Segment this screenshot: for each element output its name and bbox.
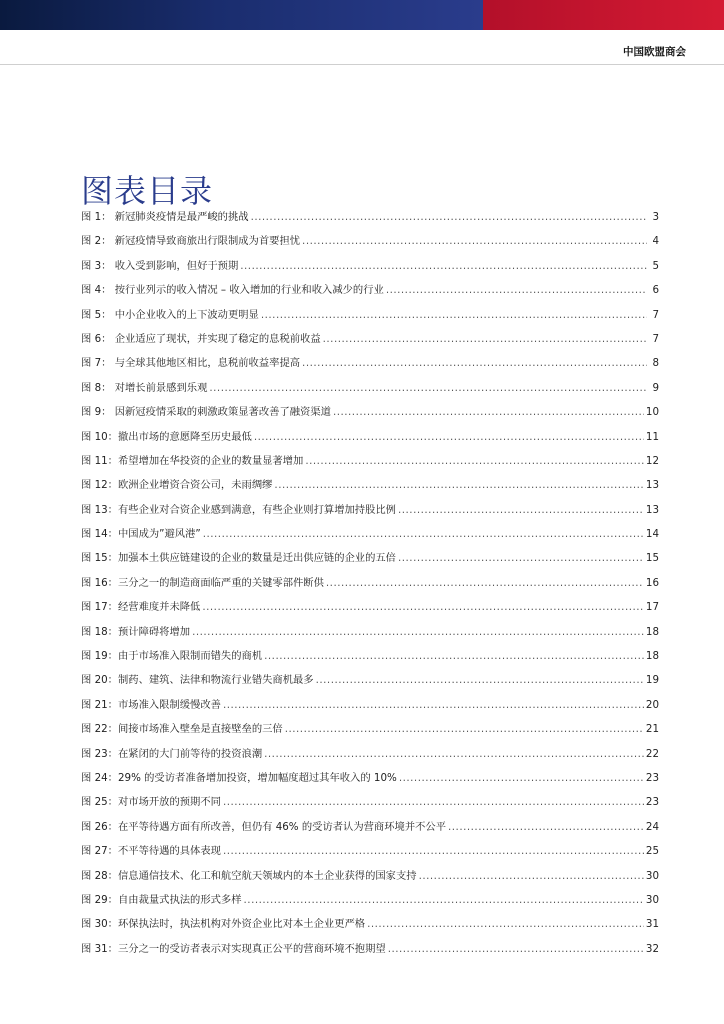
toc-entry-page-number[interactable]: 25: [645, 845, 659, 858]
toc-entry-page-number[interactable]: 13: [645, 479, 659, 492]
toc-entry-label[interactable]: 图 15：加强本土供应链建设的企业的数量是迁出供应链的企业的五倍: [81, 552, 396, 565]
toc-entry[interactable]: [81, 501, 659, 525]
brand-name: 中国欧盟商会: [623, 46, 686, 58]
toc-entry-page-number[interactable]: 30: [645, 869, 659, 882]
toc-entry-label[interactable]: 图 17：经营难度并未降低: [81, 601, 201, 614]
toc-entry[interactable]: [81, 354, 659, 378]
toc-entry[interactable]: [81, 525, 659, 549]
toc-entry-label[interactable]: 图 5： 中小企业收入的上下波动更明显: [81, 308, 259, 321]
toc-dot-leader: [251, 208, 647, 226]
toc-entry[interactable]: [81, 574, 659, 598]
toc-entry[interactable]: [81, 428, 659, 452]
toc-entry[interactable]: [81, 745, 659, 769]
toc-entry-label[interactable]: 图 4： 按行业列示的收入情况 – 收入增加的行业和收入减少的行业: [81, 284, 384, 297]
table-of-figures: [81, 208, 659, 964]
toc-entry[interactable]: [81, 623, 659, 647]
toc-entry[interactable]: [81, 891, 659, 915]
toc-entry-label[interactable]: 图 21：市场准入限制缓慢改善: [81, 698, 221, 711]
toc-dot-leader: [388, 940, 644, 958]
toc-entry[interactable]: [81, 769, 659, 793]
toc-entry-label[interactable]: 图 16：三分之一的制造商面临严重的关键零部件断供: [81, 576, 324, 589]
header-bar-blue: [0, 0, 483, 30]
toc-entry-label[interactable]: 图 18：预计障碍将增加: [81, 625, 191, 638]
toc-entry-page-number[interactable]: 23: [645, 771, 659, 784]
header-divider: [0, 64, 724, 65]
toc-dot-leader: [264, 647, 644, 665]
toc-entry-page-number[interactable]: 5: [652, 259, 659, 272]
toc-entry[interactable]: [81, 915, 659, 939]
toc-entry[interactable]: [81, 818, 659, 842]
toc-dot-leader: [386, 281, 647, 299]
toc-entry-page-number[interactable]: 7: [652, 308, 659, 321]
toc-entry-page-number[interactable]: 3: [652, 211, 659, 223]
toc-entry[interactable]: [81, 306, 659, 330]
toc-entry-page-number[interactable]: 21: [645, 723, 659, 736]
toc-dot-leader: [240, 257, 647, 275]
toc-dot-leader: [223, 842, 644, 860]
toc-entry-label[interactable]: 图 6： 企业适应了现状，并实现了稳定的息税前收益: [81, 332, 321, 345]
toc-entry[interactable]: [81, 476, 659, 500]
toc-entry-page-number[interactable]: 18: [645, 650, 659, 663]
toc-entry[interactable]: [81, 793, 659, 817]
toc-entry[interactable]: [81, 379, 659, 403]
toc-entry[interactable]: [81, 208, 659, 232]
toc-entry-label[interactable]: 图 12：欧洲企业增资合资公司，未雨绸缪: [81, 479, 273, 492]
toc-entry-label[interactable]: 图 27：不平等待遇的具体表现: [81, 845, 221, 858]
toc-entry-page-number[interactable]: 31: [645, 918, 659, 931]
toc-entry-label[interactable]: 图 2： 新冠疫情导致商旅出行限制成为首要担忧: [81, 235, 301, 248]
toc-entry-page-number[interactable]: 15: [645, 552, 659, 565]
toc-dot-leader: [302, 354, 647, 372]
toc-entry[interactable]: [81, 720, 659, 744]
toc-entry-page-number[interactable]: 16: [645, 576, 659, 589]
toc-entry-page-number[interactable]: 10: [645, 406, 659, 419]
toc-entry[interactable]: [81, 232, 659, 256]
toc-entry-page-number[interactable]: 19: [645, 674, 659, 687]
toc-dot-leader: [223, 696, 644, 714]
toc-entry-label[interactable]: 图 13：有些企业对合资企业感到满意，有些企业则打算增加持股比例: [81, 503, 396, 516]
toc-entry[interactable]: [81, 281, 659, 305]
toc-entry[interactable]: [81, 842, 659, 866]
toc-dot-leader: [264, 745, 644, 763]
toc-entry-page-number[interactable]: 6: [652, 284, 659, 297]
toc-dot-leader: [326, 574, 644, 592]
toc-dot-leader: [398, 549, 644, 567]
toc-dot-leader: [419, 867, 644, 885]
toc-dot-leader: [323, 330, 647, 348]
toc-entry-label[interactable]: 图 26：在平等待遇方面有所改善，但仍有 46% 的受访者认为营商环境并不公平: [81, 820, 447, 833]
toc-dot-leader: [399, 769, 644, 787]
toc-entry[interactable]: [81, 867, 659, 891]
toc-entry-label[interactable]: 图 14：中国成为”避风港”: [81, 528, 201, 541]
toc-entry-page-number[interactable]: 11: [645, 430, 659, 443]
toc-dot-leader: [254, 428, 644, 446]
toc-entry-label[interactable]: 图 3： 收入受到影响，但好于预期: [81, 259, 239, 272]
toc-entry-page-number[interactable]: 22: [645, 747, 659, 760]
toc-entry-page-number[interactable]: 7: [652, 332, 659, 345]
toc-entry-label[interactable]: 图 31：三分之一的受访者表示对实现真正公平的营商环境不抱期望: [81, 942, 386, 955]
toc-entry-label[interactable]: 图 24：29% 的受访者准备增加投资，增加幅度超过其年收入的 10%: [81, 771, 397, 784]
toc-entry[interactable]: [81, 940, 659, 964]
toc-entry-label[interactable]: 图 20：制药、建筑、法律和物流行业错失商机最多: [81, 674, 314, 687]
toc-dot-leader: [398, 501, 644, 519]
toc-entry-page-number[interactable]: 4: [652, 235, 659, 248]
toc-entry[interactable]: [81, 696, 659, 720]
toc-entry[interactable]: [81, 671, 659, 695]
toc-entry-label[interactable]: 图 7： 与全球其他地区相比，息税前收益率提高: [81, 357, 301, 370]
toc-dot-leader: [316, 671, 644, 689]
toc-entry-label[interactable]: 图 22：间接市场准入壁垒是直接壁垒的三倍: [81, 723, 283, 736]
toc-dot-leader: [367, 915, 644, 933]
toc-entry-page-number[interactable]: 8: [652, 357, 659, 370]
toc-entry-label[interactable]: 图 28：信息通信技术、化工和航空航天领域内的本土企业获得的国家支持: [81, 869, 417, 882]
toc-dot-leader: [192, 623, 644, 641]
toc-entry-page-number[interactable]: 20: [645, 698, 659, 711]
toc-dot-leader: [223, 793, 644, 811]
toc-dot-leader: [203, 525, 644, 543]
toc-entry[interactable]: [81, 452, 659, 476]
toc-dot-leader: [305, 452, 644, 470]
toc-dot-leader: [274, 476, 643, 494]
toc-entry-page-number[interactable]: 14: [645, 528, 659, 541]
toc-entry-label[interactable]: 图 1： 新冠肺炎疫情是最严峻的挑战: [81, 211, 249, 223]
toc-dot-leader: [261, 306, 647, 324]
toc-dot-leader: [209, 379, 647, 397]
toc-entry-label[interactable]: 图 10：撤出市场的意愿降至历史最低: [81, 430, 252, 443]
toc-dot-leader: [202, 598, 644, 616]
toc-entry-page-number[interactable]: 13: [645, 503, 659, 516]
header-bar-red: [483, 0, 724, 30]
toc-entry[interactable]: [81, 257, 659, 281]
toc-entry-page-number[interactable]: 17: [645, 601, 659, 614]
toc-entry[interactable]: [81, 330, 659, 354]
toc-entry-label[interactable]: 图 23：在紧闭的大门前等待的投资浪潮: [81, 747, 263, 760]
toc-entry-page-number[interactable]: 9: [652, 381, 659, 394]
toc-entry-page-number[interactable]: 23: [645, 796, 659, 809]
toc-entry-label[interactable]: 图 30：环保执法时，执法机构对外资企业比对本土企业更严格: [81, 918, 366, 931]
page-title: 图表目录: [81, 172, 214, 211]
toc-dot-leader: [285, 720, 644, 738]
toc-entry[interactable]: [81, 549, 659, 573]
toc-entry-label[interactable]: 图 29：自由裁量式执法的形式多样: [81, 893, 242, 906]
toc-entry-label[interactable]: 图 9： 因新冠疫情采取的刺激政策显著改善了融资渠道: [81, 406, 331, 419]
toc-entry-page-number[interactable]: 30: [645, 893, 659, 906]
toc-entry-page-number[interactable]: 32: [645, 942, 659, 955]
toc-dot-leader: [448, 818, 644, 836]
toc-dot-leader: [333, 403, 644, 421]
toc-entry-page-number[interactable]: 12: [645, 454, 659, 467]
toc-entry-label[interactable]: 图 25：对市场开放的预期不同: [81, 796, 221, 809]
toc-entry-label[interactable]: 图 8： 对增长前景感到乐观: [81, 381, 208, 394]
toc-entry-page-number[interactable]: 24: [645, 820, 659, 833]
toc-dot-leader: [302, 232, 647, 250]
toc-entry[interactable]: [81, 598, 659, 622]
toc-entry[interactable]: [81, 647, 659, 671]
toc-entry-label[interactable]: 图 11：希望增加在华投资的企业的数量显著增加: [81, 454, 304, 467]
toc-dot-leader: [244, 891, 644, 909]
header-color-bar: [0, 0, 724, 30]
toc-entry[interactable]: [81, 403, 659, 427]
toc-entry-label[interactable]: 图 19：由于市场准入限制而错失的商机: [81, 650, 263, 663]
toc-entry-page-number[interactable]: 18: [645, 625, 659, 638]
